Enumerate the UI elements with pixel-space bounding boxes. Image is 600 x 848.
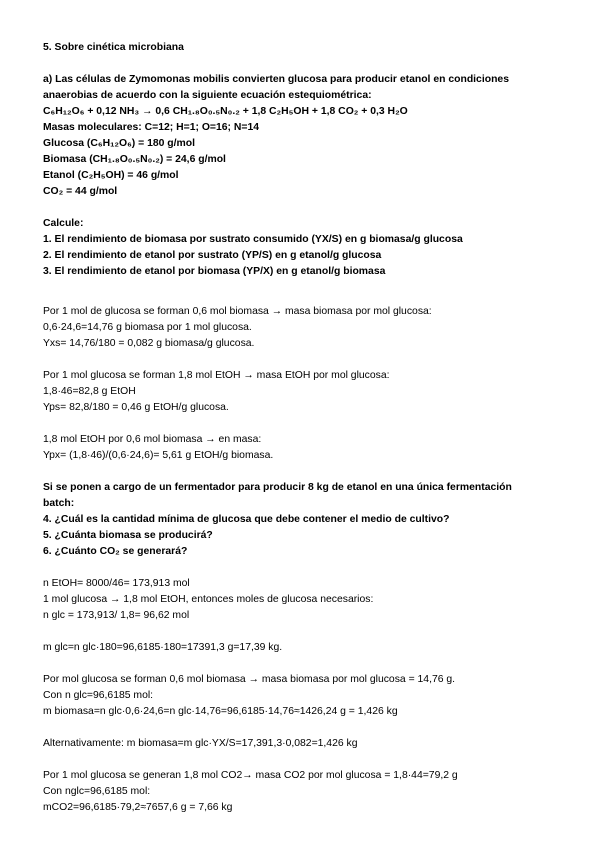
molecular-masses: Masas moleculares: C=12; H=1; O=16; N=14 xyxy=(43,122,260,133)
part-a-intro-line-2: anaerobias de acuerdo con la siguiente ecuación estequiométrica: xyxy=(43,90,372,101)
answer-5-line-2: Con n glc=96,6185 mol: xyxy=(43,690,154,701)
document-page xyxy=(43,40,563,816)
answer-2-line-2: 1,8·46=82,8 g EtOH xyxy=(43,386,136,397)
section-title: 5. Sobre cinética microbiana xyxy=(43,42,184,53)
glucose-mass: Glucosa (C₆H₁₂O₆) = 180 g/mol xyxy=(43,138,196,149)
question-2: 2. El rendimiento de etanol por sustrato (YP/S) en g etanol/g glucosa xyxy=(43,250,382,261)
answer-6-line-3: mCO2=96,6185·79,2≈7657,6 g = 7,66 kg xyxy=(43,802,233,813)
question-6: 6. ¿Cuánto CO₂ se generará? xyxy=(43,546,188,557)
calculate-heading: Calcule: xyxy=(43,218,84,229)
answer-3-line-2: Ypx= (1,8·46)/(0,6·24,6)= 5,61 g EtOH/g biomasa. xyxy=(43,450,274,461)
answer-1-line-1: Por 1 mol de glucosa se forman 0,6 mol biomasa → masa biomasa por mol glucosa: xyxy=(43,306,432,317)
answer-3-line-1: 1,8 mol EtOH por 0,6 mol biomasa → en masa: xyxy=(43,434,262,445)
biomass-mass: Biomasa (CH₁.₈O₀.₅N₀.₂) = 24,6 g/mol xyxy=(43,154,226,165)
question-3: 3. El rendimiento de etanol por biomasa (YP/X) en g etanol/g biomasa xyxy=(43,266,386,277)
answer-4-line-4: m glc=n glc·180=96,6185·180=17391,3 g=17,39 kg. xyxy=(43,642,283,653)
part-b-intro-line-1: Si se ponen a cargo de un fermentador para producir 8 kg de etanol en una única fermentación xyxy=(43,482,512,493)
answer-5-line-4: Alternativamente: m biomasa=m glc·YX/S=17,391,3·0,082=1,426 kg xyxy=(43,738,358,749)
part-b-intro-line-2: batch: xyxy=(43,498,75,509)
question-4: 4. ¿Cuál es la cantidad mínima de glucosa que debe contener el medio de cultivo? xyxy=(43,514,450,525)
answer-4-line-1: n EtOH= 8000/46= 173,913 mol xyxy=(43,578,190,589)
answer-2-line-1: Por 1 mol glucosa se forman 1,8 mol EtOH → masa EtOH por mol glucosa: xyxy=(43,370,390,381)
answer-4-line-3: n glc = 173,913/ 1,8= 96,62 mol xyxy=(43,610,190,621)
answer-2-line-3: Yps= 82,8/180 = 0,46 g EtOH/g glucosa. xyxy=(43,402,229,413)
co2-mass: CO₂ = 44 g/mol xyxy=(43,186,118,197)
answer-6-line-1: Por 1 mol glucosa se generan 1,8 mol CO2→ masa CO2 por mol glucosa = 1,8·44=79,2 g xyxy=(43,770,458,781)
stoichiometric-equation: C₆H₁₂O₆ + 0,12 NH₃ → 0,6 CH₁.₈O₀.₅N₀.₂ + 1,8 C₂H₅OH + 1,8 CO₂ + 0,3 H₂O xyxy=(43,106,408,117)
answer-4-line-2: 1 mol glucosa → 1,8 mol EtOH, entonces moles de glucosa necesarios: xyxy=(43,594,374,605)
answer-1-line-2: 0,6·24,6=14,76 g biomasa por 1 mol glucosa. xyxy=(43,322,252,333)
answer-1-line-3: Yxs= 14,76/180 = 0,082 g biomasa/g glucosa. xyxy=(43,338,255,349)
answer-6-line-2: Con nglc=96,6185 mol: xyxy=(43,786,151,797)
ethanol-mass: Etanol (C₂H₅OH) = 46 g/mol xyxy=(43,170,179,181)
part-a-intro-line-1: a) Las células de Zymomonas mobilis convierten glucosa para producir etanol en condiciones xyxy=(43,74,509,85)
answer-5-line-1: Por mol glucosa se forman 0,6 mol biomasa → masa biomasa por mol glucosa = 14,76 g. xyxy=(43,674,456,685)
question-5: 5. ¿Cuánta biomasa se producirá? xyxy=(43,530,213,541)
question-1: 1. El rendimiento de biomasa por sustrato consumido (YX/S) en g biomasa/g glucosa xyxy=(43,234,463,245)
answer-5-line-3: m biomasa=n glc·0,6·24,6=n glc·14,76=96,6185·14,76≈1426,24 g = 1,426 kg xyxy=(43,706,398,717)
